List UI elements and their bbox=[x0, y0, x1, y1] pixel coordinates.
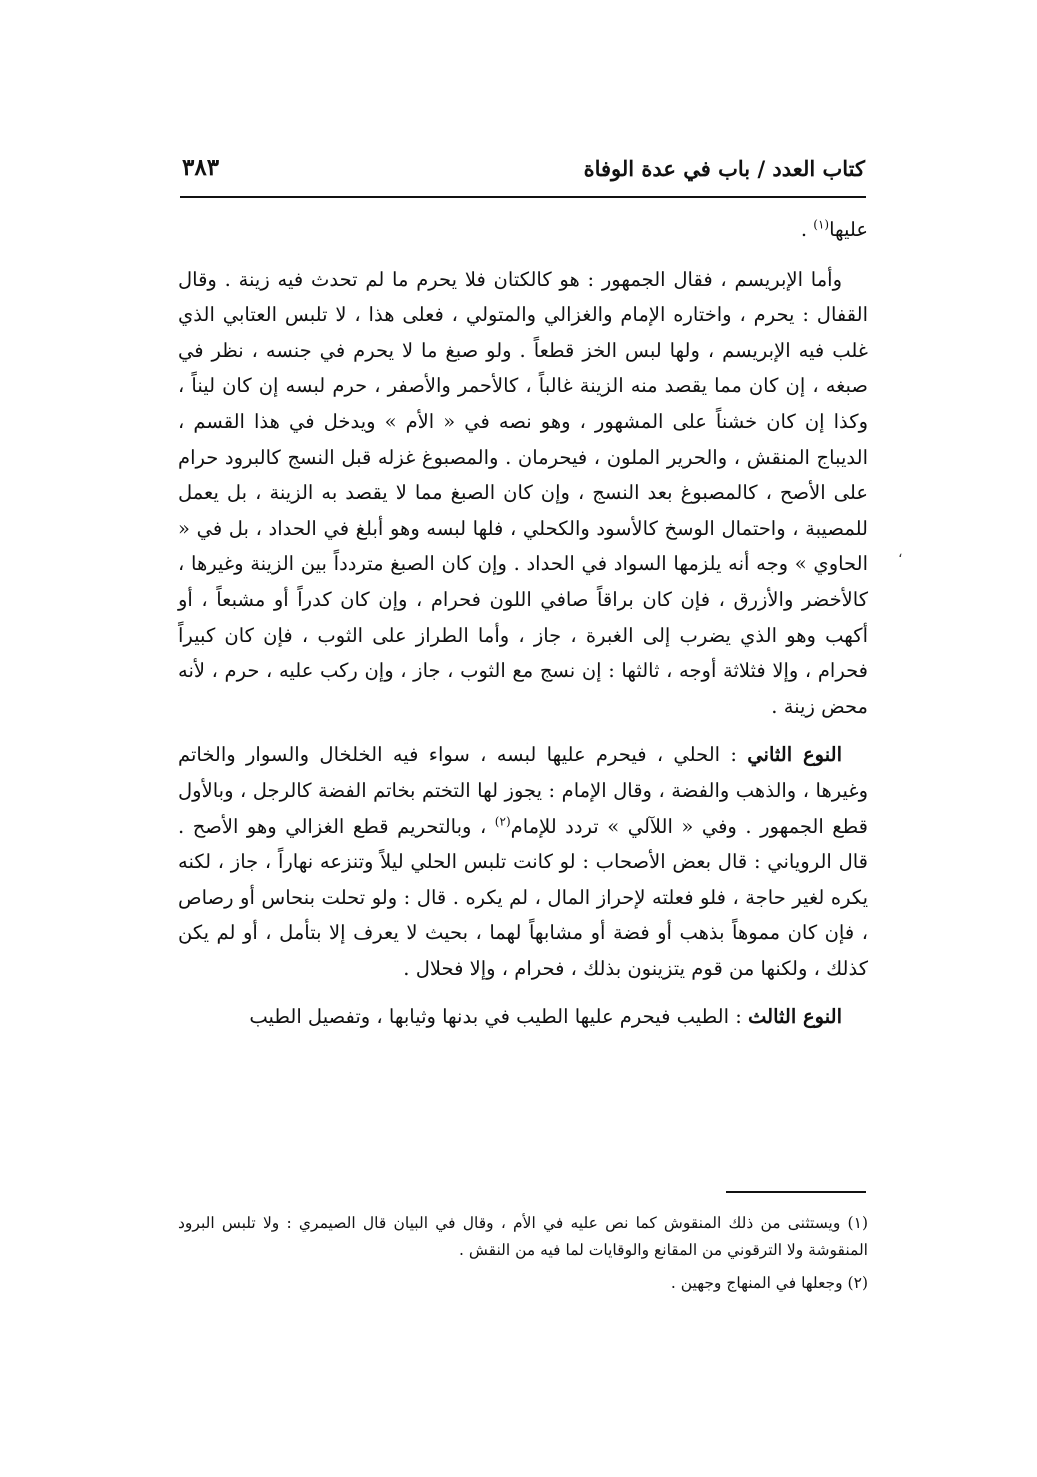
header-rule bbox=[180, 196, 866, 198]
paragraph-text: ، وبالتحريم قطع الغزالي وهو الأصح . قال الروياني : قال بعض الأصحاب : لو كانت تلبس الحلي ليلاً وتنزعه نهاراً ، جاز ، لكنه يكره لغير حاجة ، فلو فعلته لإحراز المال ، لم يكره . قال : ولو تحلت بنحاس أو رصاص ، فإن كان مموهاً بذهب أو فضة أو مشابهاً لهما ، بحيث لا يعرف إلا بتأمل ، أو لم يكن كذلك ، ولكنها من قوم يتزينون بذلك ، فحرام ، وإلا فحلال . bbox=[178, 814, 868, 980]
footnote-text: ويستثنى من ذلك المنقوش كما نص عليه في الأم ، وقال في البيان قال الصيمري : ولا تلبس البرود المنقوشة ولا الترقوني من المقانع والوقايات لما فيه من النقش . bbox=[178, 1214, 868, 1259]
footnote-marker: (٢) bbox=[847, 1274, 868, 1292]
paragraph-text: عليها bbox=[829, 218, 868, 241]
paragraph-jewelry bbox=[178, 737, 868, 986]
footnotes bbox=[178, 1210, 868, 1297]
footnote-text: وجعلها في المنهاج وجهين . bbox=[670, 1274, 848, 1292]
chapter-title: كتاب العدد / باب في عدة الوفاة bbox=[583, 156, 865, 181]
section-lead: النوع الثالث bbox=[747, 1005, 842, 1029]
footnote-marker: (١) bbox=[847, 1214, 868, 1232]
section-lead: النوع الثاني bbox=[747, 743, 842, 767]
footnote-2 bbox=[178, 1270, 868, 1297]
paragraph-perfume bbox=[178, 999, 868, 1035]
paragraph-text: . bbox=[800, 218, 814, 241]
paragraph-continuation bbox=[178, 212, 868, 248]
footnote-1 bbox=[178, 1210, 868, 1264]
paragraph-silk: وأما الإبريسم ، فقال الجمهور : هو كالكتان فلا يحرم ما لم تحدث فيه زينة . وقال القفال : يحرم ، واختاره الإمام والغزالي والمتولي ، فعلى هذا ، لا تلبس العتابي الذي غلب فيه الإبريسم ، ولها لبس الخز قطعاً . ولو صبغ ما لا يحرم في جنسه ، نظر في صبغه ، إن كان مما يقصد منه الزينة غالباً ، كالأحمر والأصفر ، حرم لبسه إن كان ليناً ، وكذا إن كان خشناً على المشهور ، وهو نصه في « الأم » ويدخل في هذا القسم ، الديباج المنقش ، والحرير الملون ، فيحرمان . والمصبوغ غزله قبل النسج كالبرود حرام على الأصح ، كالمصبوغ بعد النسج ، وإن كان الصبغ مما لا يقصد به الزينة ، بل يعمل للمصيبة ، واحتمال الوسخ كالأسود والكحلي ، فلها لبسه وهو أبلغ في الحداد ، بل في « الحاوي » وجه أنه يلزمها السواد في الحداد . وإن كان الصبغ متردداً بين الزينة وغيرها ، كالأخضر والأزرق ، فإن كان براقاً صافي اللون فحرام ، وإن كان كدراً أو مشبعاً ، أو أكهب وهو الذي يضرب إلى الغبرة ، جاز ، وأما الطراز على الثوب ، فإن كان كبيراً فحرام ، وإلا فثلاثة أوجه ، ثالثها : إن نسج مع الثوب ، جاز ، وإن ركب عليه ، حرم ، لأنه محض زينة . bbox=[178, 267, 868, 718]
running-header bbox=[182, 150, 865, 190]
footnote-ref-1: (١) bbox=[813, 217, 830, 232]
main-text bbox=[178, 212, 868, 1035]
page-number: ٣٨٣ bbox=[182, 154, 220, 181]
footnote-rule bbox=[726, 1191, 866, 1193]
paragraph-text: : الحلي ، فيحرم عليها لبسه ، سواء فيه الخلخال والسوار والخاتم وغيرها ، والذهب والفضة ، وقال الإمام : يجوز لها التختم بخاتم الفضة كالرجل ، وبالأول قطع الجمهور . وفي « اللآلي » تردد للإمام bbox=[178, 743, 869, 838]
footnote-ref-2: (٢) bbox=[494, 814, 511, 828]
margin-mark: ، bbox=[898, 545, 903, 561]
paragraph-text: : الطيب فيحرم عليها الطيب في بدنها وثيابها ، وتفصيل الطيب bbox=[249, 1005, 748, 1029]
